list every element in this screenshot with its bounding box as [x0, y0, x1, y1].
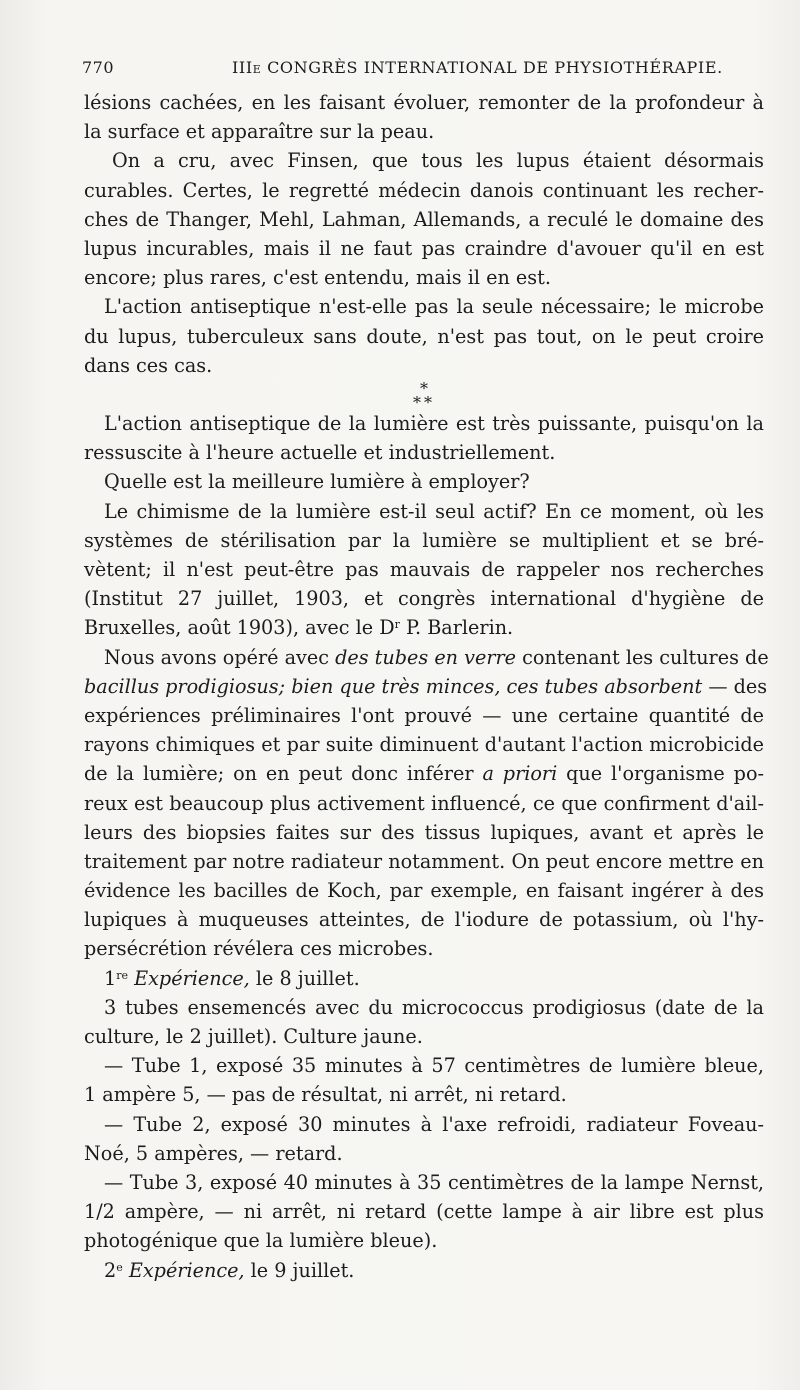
text-line: ressuscite à l'heure actuelle et industriellement. — [84, 441, 556, 465]
text-line: 3 tubes ensemencés avec du micrococcus prodigiosus (date de la — [104, 995, 764, 1019]
text-line — [84, 672, 768, 701]
text-line: curables. Certes, le regretté médecin danois continuant les recher- — [84, 178, 764, 202]
text-fragment: de la lumière; on en peut donc inférer — [84, 762, 483, 786]
text-line: systèmes de stérilisation par la lumière se multiplient et se bré- — [84, 528, 764, 552]
text-line: 1/2 ampère, — ni arrêt, ni retard (cette lampe à air libre est plus — [84, 1200, 764, 1224]
italic-fragment: Expérience, — [128, 966, 250, 990]
italic-fragment: Expérience, — [122, 1258, 245, 1282]
text-line: Le chimisme de la lumière est-il seul actif? En ce moment, où les — [104, 499, 764, 523]
superscript: re — [116, 968, 128, 982]
text-line — [84, 964, 764, 993]
text-line — [84, 759, 764, 788]
text-line: dans ces cas. — [84, 353, 213, 377]
superscript: e — [116, 1260, 123, 1274]
text-line: — Tube 2, exposé 30 minutes à l'axe refroidi, radiateur Foveau- — [104, 1112, 764, 1136]
asterism-divider — [84, 378, 764, 412]
text-line: On a cru, avec Finsen, que tous les lupus étaient désormais — [112, 149, 764, 173]
text-line: (Institut 27 juillet, 1903, et congrès international d'hygiène de — [84, 587, 764, 611]
text-line: Noé, 5 ampères, — retard. — [84, 1141, 343, 1165]
text-line: photogénique que la lumière bleue). — [84, 1229, 438, 1253]
asterism-top: * — [420, 378, 428, 398]
text-line: persécrétion révélera ces microbes. — [84, 937, 434, 961]
body-text — [84, 88, 769, 1285]
text-fragment: P. Barlerin. — [399, 616, 514, 640]
text-fragment: — des — [702, 674, 768, 698]
superscript: r — [394, 618, 400, 632]
text-line: encore; plus rares, c'est entendu, mais il en est. — [84, 266, 551, 290]
text-fragment: 1 — [104, 966, 117, 990]
text-line: ches de Thanger, Mehl, Lahman, Allemands, a reculé le domaine des — [84, 207, 764, 231]
text-fragment: Bruxelles, août 1903), avec le D — [84, 616, 395, 640]
text-fragment: contenant les cultures de — [516, 645, 769, 669]
text-line: leurs des biopsies faites sur des tissus lupiques, avant et après le — [84, 820, 764, 844]
text-line: traitement par notre radiateur notamment. On peut encore mettre en — [84, 849, 764, 873]
text-line: 1 ampère 5, — pas de résultat, ni arrêt, ni retard. — [84, 1083, 567, 1107]
text-fragment: 2 — [104, 1258, 117, 1282]
italic-fragment: bacillus prodigiosus; bien que très minces, ces tubes absorbent — [84, 674, 703, 698]
running-head — [82, 58, 762, 82]
text-line: évidence les bacilles de Koch, par exemple, en faisant ingérer à des — [84, 879, 764, 903]
text-line: rayons chimiques et par suite diminuent d'autant l'action microbicide — [84, 733, 764, 757]
text-line — [84, 643, 769, 672]
text-fragment: Nous avons opéré avec — [104, 645, 336, 669]
text-line: Quelle est la meilleure lumière à employer? — [104, 470, 530, 494]
text-line: la surface et apparaître sur la peau. — [84, 120, 435, 144]
text-fragment: le 9 juillet. — [244, 1258, 355, 1282]
text-line: vètent; il n'est peut-être pas mauvais de rappeler nos recherches — [84, 558, 764, 581]
italic-fragment: a priori — [482, 762, 558, 786]
text-line — [84, 1256, 764, 1285]
text-line: — Tube 1, exposé 35 minutes à 57 centimètres de lumière bleue, — [104, 1054, 764, 1078]
text-line: lésions cachées, en les faisant évoluer, remonter de la profondeur à — [84, 91, 764, 114]
asterism-bottom: ** — [413, 392, 435, 412]
text-line: lupiques à muqueuses atteintes, de l'iodure de potassium, où l'hy- — [84, 908, 764, 932]
page-number: 770 — [82, 58, 115, 77]
text-line: lupus incurables, mais il ne faut pas craindre d'avouer qu'il en est — [84, 236, 764, 260]
text-line: L'action antiseptique n'est-elle pas la seule nécessaire; le microbe — [104, 295, 764, 319]
text-line: culture, le 2 juillet). Culture jaune. — [84, 1025, 423, 1048]
text-line: du lupus, tuberculeux sans doute, n'est pas tout, on le peut croire — [84, 324, 764, 348]
text-fragment: le 8 juillet. — [249, 966, 360, 990]
text-line: reux est beaucoup plus activement influencé, ce que confirment d'ail- — [84, 791, 764, 815]
italic-fragment: des tubes en verre — [335, 645, 517, 669]
text-line: — Tube 3, exposé 40 minutes à 35 centimètres de la lampe Nernst, — [104, 1170, 764, 1194]
text-line: L'action antiseptique de la lumière est très puissante, puisqu'on la — [104, 412, 764, 436]
text-line: expériences préliminaires l'ont prouvé — une certaine quantité de — [84, 703, 764, 727]
text-line — [84, 613, 764, 642]
running-title: IIIe CONGRÈS INTERNATIONAL DE PHYSIOTHÉRAPIE. — [232, 58, 723, 77]
text-fragment: que l'organisme po- — [557, 762, 764, 786]
